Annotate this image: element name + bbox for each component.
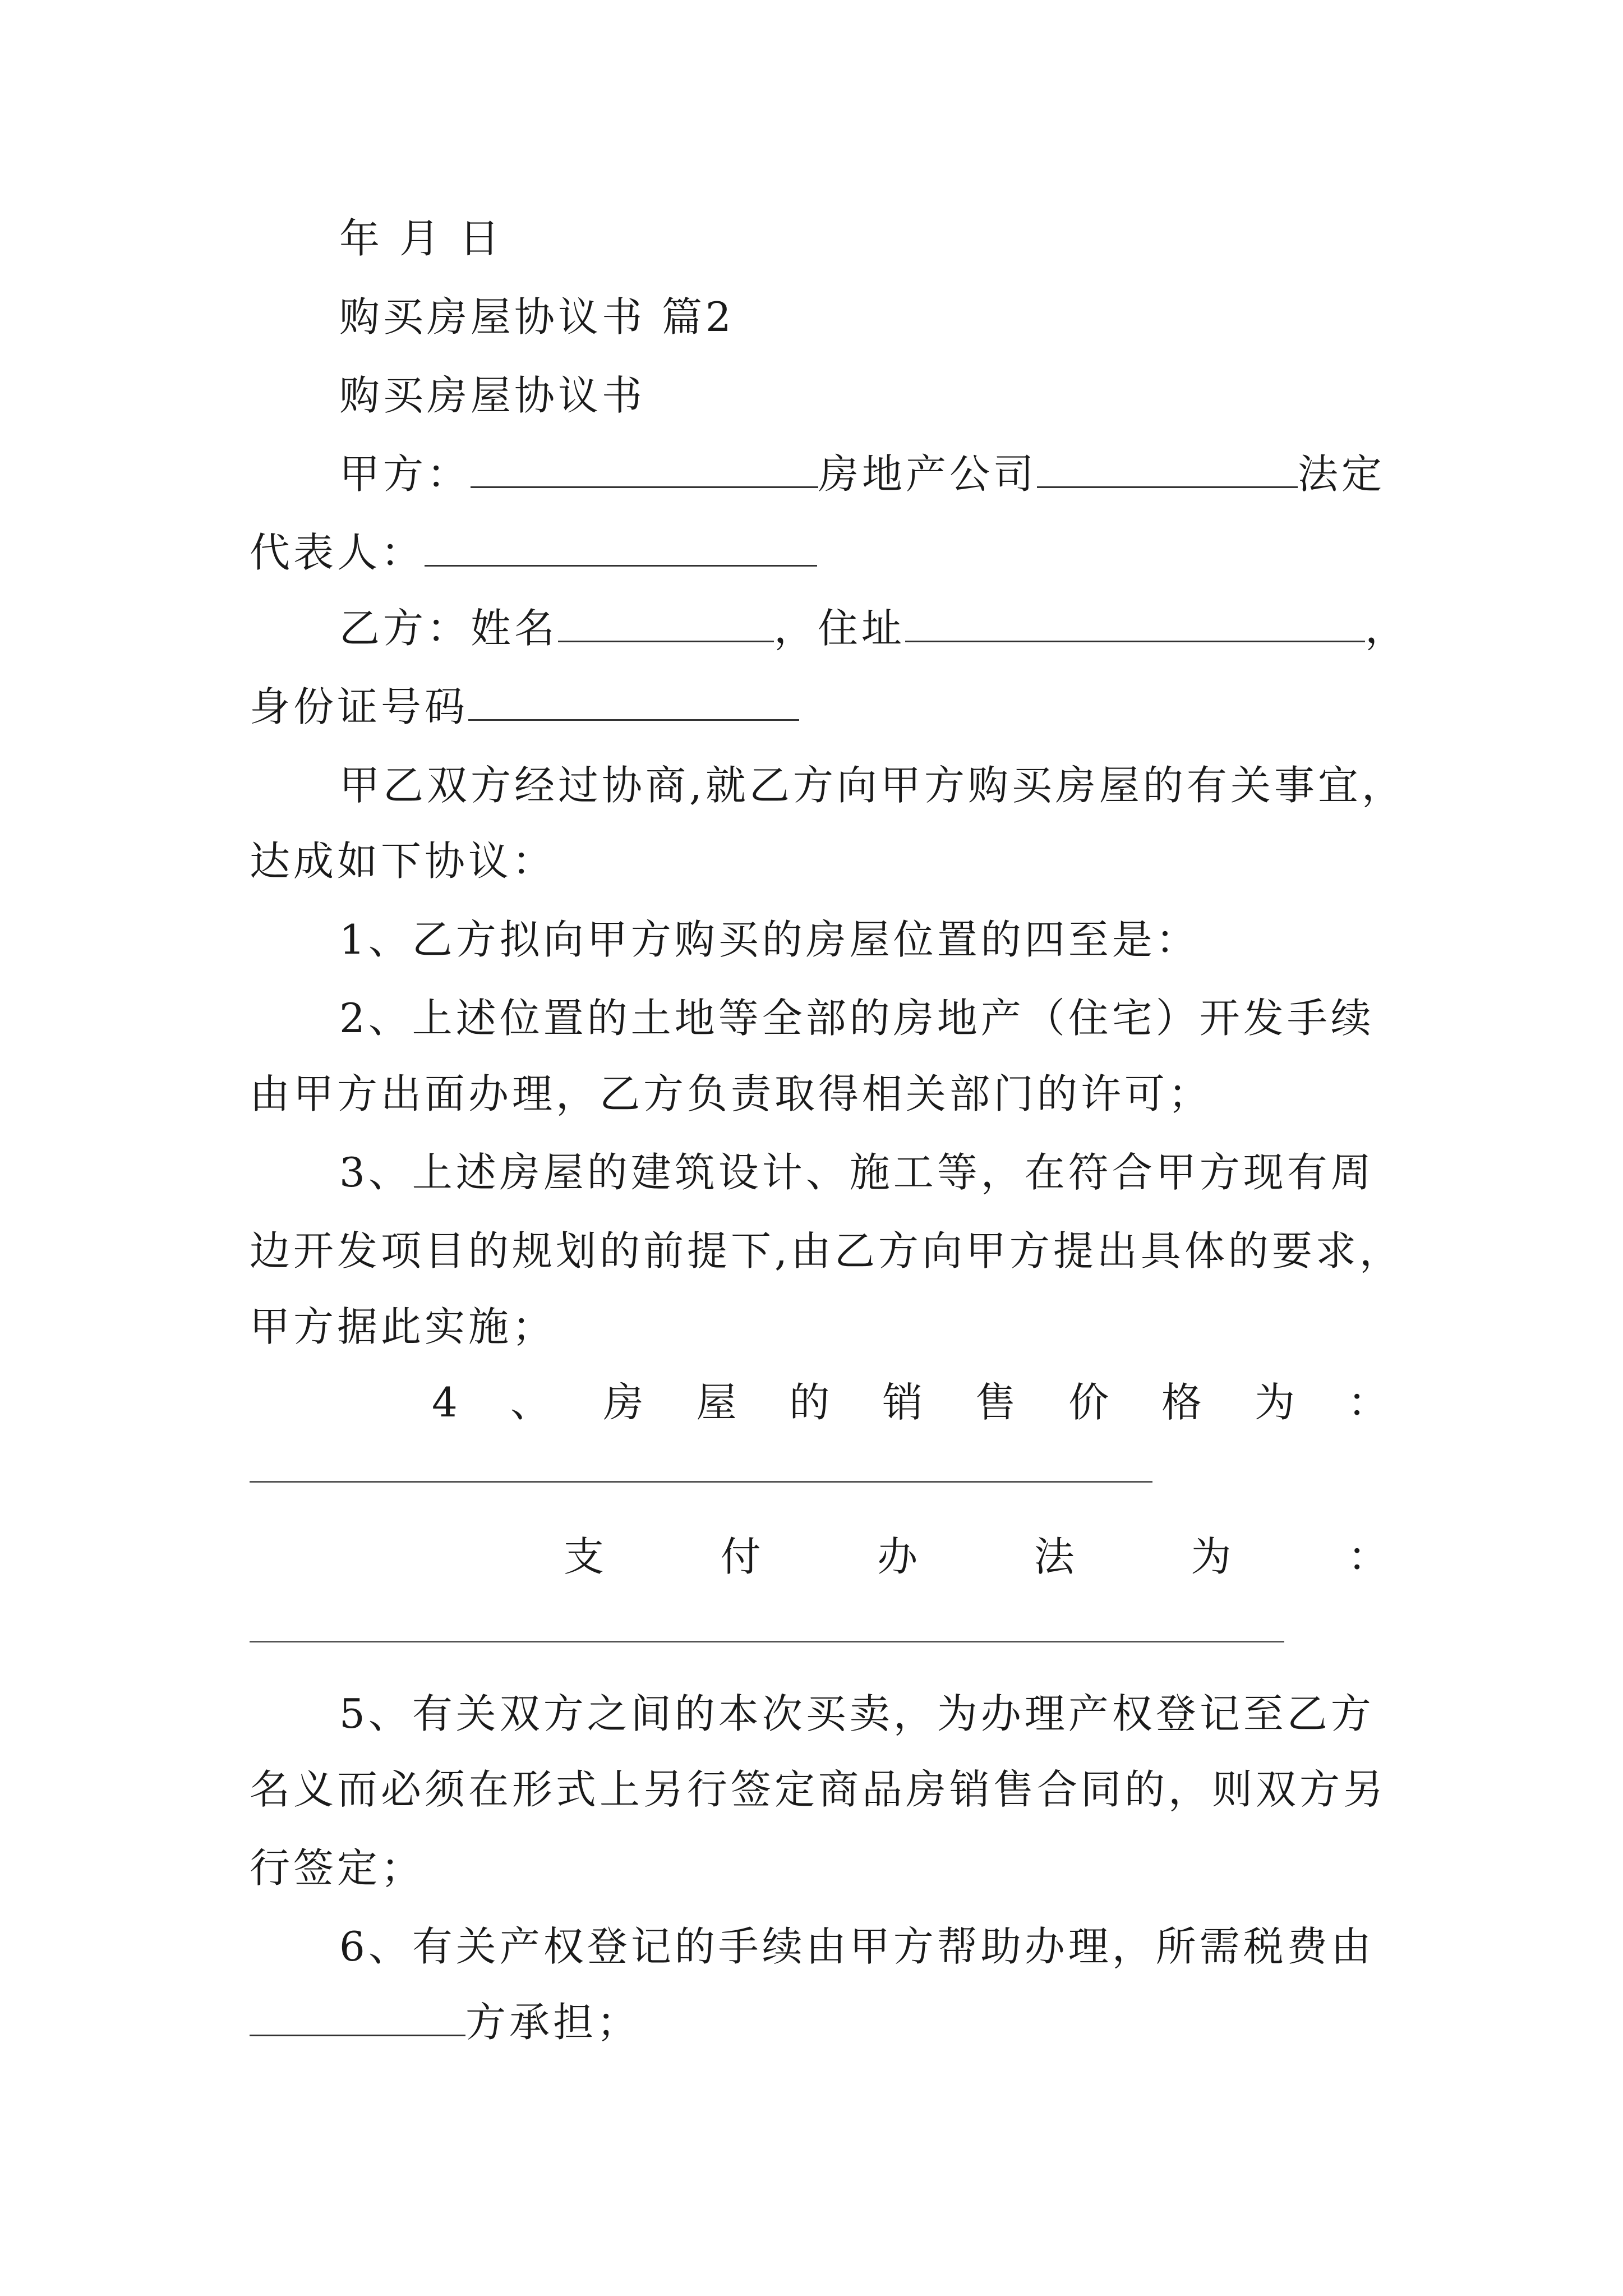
payment-char: 法 bbox=[1034, 1533, 1075, 1580]
payment-char: 为 bbox=[1191, 1533, 1232, 1580]
intro-line-2: 达成如下协议： bbox=[250, 838, 556, 885]
item-4-char: 价 bbox=[1068, 1379, 1109, 1426]
item-2-line-1: 2、上述位置的土地等全部的房地产（住宅）开发手续 bbox=[339, 995, 1375, 1042]
payment-blank-line[interactable] bbox=[250, 1641, 1284, 1642]
item-4-char: 屋 bbox=[696, 1379, 737, 1426]
item-5-line-2: 名义而必须在形式上另行签定商品房销售合同的，则双方另 bbox=[250, 1766, 1387, 1813]
item-6-line-2 bbox=[250, 1997, 1388, 2047]
item-4-line bbox=[432, 1377, 1388, 1428]
date-line: 年 月 日 bbox=[339, 215, 503, 262]
party-a-rep-line bbox=[250, 527, 1388, 578]
tax-party-blank[interactable] bbox=[250, 2000, 465, 2036]
payment-char: ： bbox=[1347, 1533, 1388, 1580]
item-2-line-2: 由甲方出面办理，乙方负责取得相关部门的许可； bbox=[250, 1070, 1212, 1117]
item-4-char: 房 bbox=[603, 1379, 644, 1426]
section-title: 购买房屋协议书 篇2 bbox=[339, 293, 735, 341]
item-1: 1、乙方拟向甲方购买的房屋位置的四至是： bbox=[339, 916, 1200, 963]
payment-char: 付 bbox=[720, 1533, 761, 1580]
item-6-suffix: 方承担； bbox=[465, 1999, 641, 2046]
price-blank-line[interactable] bbox=[250, 1481, 1152, 1483]
party-b-id-blank[interactable] bbox=[468, 684, 799, 721]
item-5-line-3: 行签定； bbox=[250, 1844, 425, 1892]
party-b-address-label: ，住址 bbox=[774, 605, 906, 652]
item-4-char: 为 bbox=[1254, 1379, 1295, 1426]
item-6-line-1: 6、有关产权登记的手续由甲方帮助办理，所需税费由 bbox=[339, 1923, 1375, 1970]
party-a-label: 甲方： bbox=[339, 450, 471, 498]
item-5-line-1: 5、有关双方之间的本次买卖，为办理产权登记至乙方 bbox=[339, 1690, 1375, 1737]
legal-rep-label-1: 法定 bbox=[1298, 450, 1386, 498]
party-b-address-blank[interactable] bbox=[905, 606, 1365, 642]
payment-char: 支 bbox=[564, 1533, 605, 1580]
item-3-line-3: 甲方据此实施； bbox=[250, 1303, 556, 1350]
item-4-char: 的 bbox=[789, 1379, 830, 1426]
party-b-line bbox=[339, 603, 1478, 654]
payment-line bbox=[564, 1531, 1388, 1582]
item-4-char: 销 bbox=[882, 1379, 923, 1426]
item-3-line-1: 3、上述房屋的建筑设计、施工等，在符合甲方现有周 bbox=[339, 1149, 1375, 1196]
document-title: 购买房屋协议书 bbox=[339, 372, 646, 419]
legal-rep-blank[interactable] bbox=[425, 530, 817, 567]
item-4-char: 售 bbox=[975, 1379, 1016, 1426]
party-a-line bbox=[339, 449, 1478, 499]
party-b-id-label: 身份证号码 bbox=[250, 683, 469, 730]
item-3-line-2: 边开发项目的规划的前提下,由乙方向甲方提出具体的要求， bbox=[250, 1227, 1403, 1274]
party-b-name-label: 乙方：姓名 bbox=[339, 605, 559, 652]
party-a-extra-blank[interactable] bbox=[1037, 452, 1298, 488]
party-b-id-line bbox=[250, 682, 1388, 732]
party-b-name-blank[interactable] bbox=[558, 606, 774, 642]
item-4-char: 、 bbox=[510, 1379, 551, 1426]
item-4-char: 4 bbox=[432, 1379, 458, 1426]
party-a-name-blank[interactable] bbox=[471, 452, 818, 488]
legal-rep-label-2: 代表人： bbox=[250, 529, 425, 576]
party-a-company-suffix: 房地产公司 bbox=[818, 450, 1038, 498]
intro-line-1: 甲乙双方经过协商,就乙方向甲方购买房屋的有关事宜， bbox=[339, 762, 1405, 809]
item-4-char: 格 bbox=[1161, 1379, 1202, 1426]
party-b-comma: ， bbox=[1365, 605, 1409, 652]
item-4-char: ： bbox=[1347, 1379, 1388, 1426]
payment-char: 办 bbox=[877, 1533, 918, 1580]
